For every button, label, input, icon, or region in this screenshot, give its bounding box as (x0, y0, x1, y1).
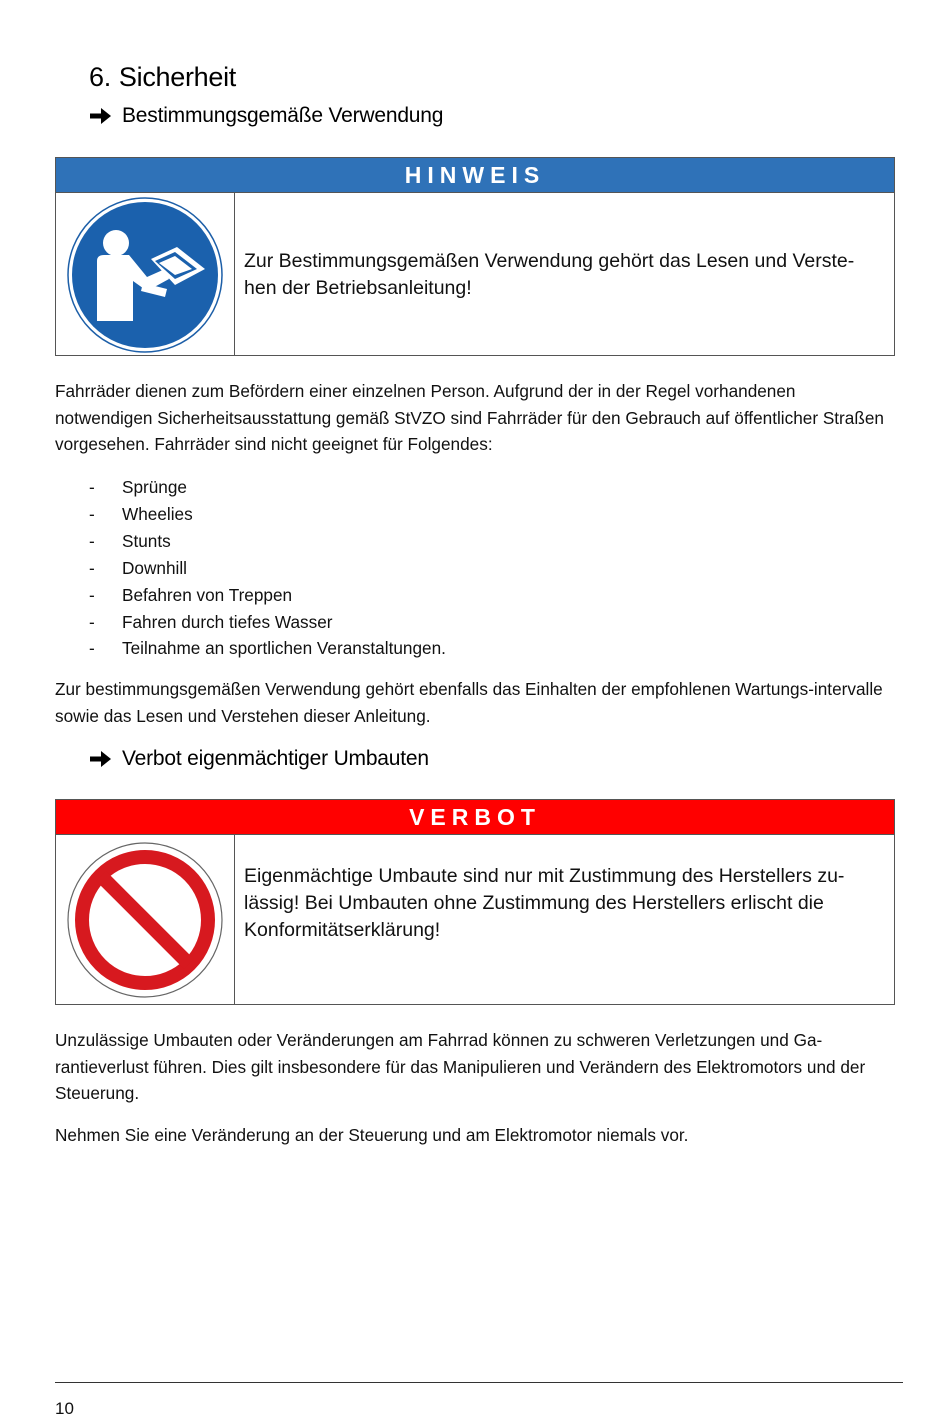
prohibition-box (55, 799, 895, 1005)
list-item: - Stunts (89, 530, 171, 551)
list-item: - Wheelies (89, 503, 193, 524)
notice-header: HINWEIS (56, 158, 894, 193)
intro-paragraph: Fahrräder dienen zum Befördern einer einzelnen Person. Aufgrund der in der Regel vorhandenen notwendigen Sicherheitsausstattung gemäß StVZO sind Fahrräder für den Gebrauch auf öffentlicher Straßen vorgesehen. Fahrräder sind nicht geeignet für Folgendes: (55, 381, 884, 455)
final-paragraph: Nehmen Sie eine Veränderung an der Steuerung und am Elektromotor niemals vor. (55, 1125, 689, 1145)
section-title: Sicherheit (118, 62, 236, 92)
arrow-right-icon (89, 749, 113, 769)
footer-divider (55, 1382, 903, 1383)
read-manual-icon (67, 197, 223, 353)
list-item: - Teilnahme an sportlichen Veranstaltungen. (89, 638, 446, 659)
list-item: - Sprünge (89, 477, 187, 497)
prohibition-header: VERBOT (56, 800, 894, 835)
prohibition-icon (66, 841, 224, 999)
arrow-right-icon (89, 106, 113, 126)
page-number: 10 (55, 1399, 74, 1418)
notice-box (55, 157, 895, 356)
maintenance-paragraph: Zur bestimmungsgemäßen Verwendung gehört ebenfalls das Einhalten der empfohlenen Wartungs-intervalle sowie das Lesen und Verstehen dieser Anleitung. (55, 679, 883, 726)
subsection-title-modifications: Verbot eigenmächtiger Umbauten (122, 747, 429, 770)
prohibition-text: Eigenmächtige Umbaute sind nur mit Zustimmung des Herstellers zu-lässig! Bei Umbauten ohne Zustimmung des Herstellers erlischt die Konformitätserklärung! (244, 864, 845, 941)
subsection-title-usage: Bestimmungsgemäße Verwendung (122, 104, 444, 127)
section-heading (89, 62, 236, 93)
subsection-heading-modifications (89, 747, 429, 771)
unsuitable-list (89, 474, 446, 662)
list-item: - Downhill (89, 557, 187, 578)
section-number: 6. (89, 62, 111, 92)
list-item: - Fahren durch tiefes Wasser (89, 611, 333, 632)
list-item: - Befahren von Treppen (89, 584, 293, 605)
modification-paragraph: Unzulässige Umbauten oder Veränderungen am Fahrrad können zu schweren Verletzungen und Ga-rantieverlust führen. Dies gilt insbesondere für das Manipulieren und Verändern des Elektromotors und der Steuerung. (55, 1030, 866, 1104)
subsection-heading-usage (89, 104, 443, 128)
notice-text: Zur Bestimmungsgemäßen Verwendung gehört das Lesen und Verste-hen der Betriebsanleitung! (244, 249, 855, 299)
